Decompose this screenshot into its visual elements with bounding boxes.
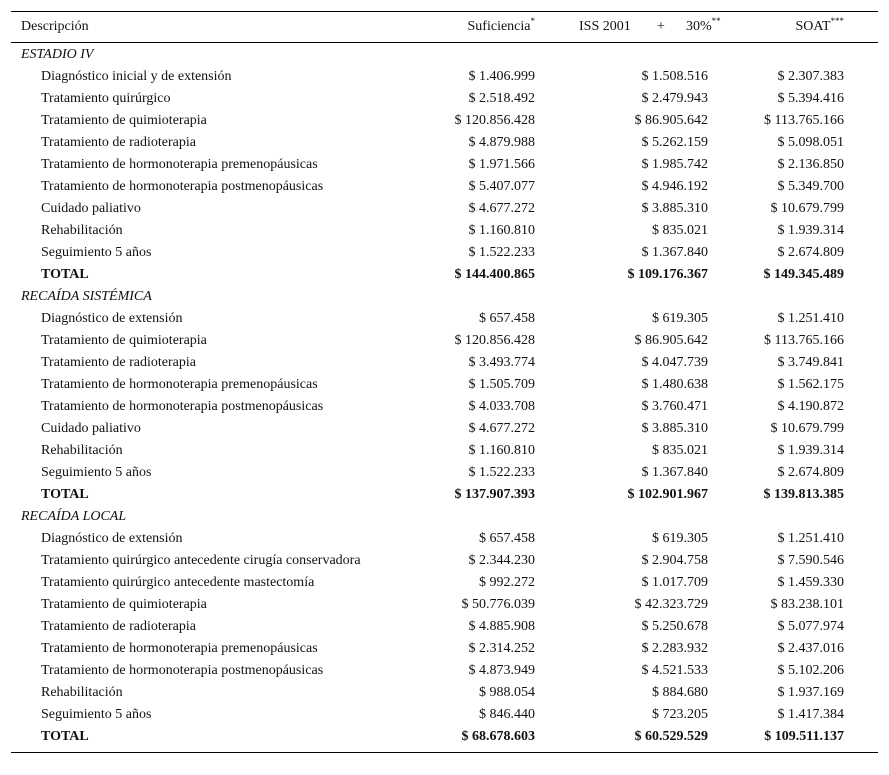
cell-soat: $ 7.590.546 [777,553,844,568]
cell-descripcion: Tratamiento de hormonoterapia postmenopáusicas [41,179,324,194]
cell-descripcion: Cuidado paliativo [41,201,141,216]
cell-soat: $ 10.679.799 [770,201,844,216]
cell-suficiencia: $ 4.677.272 [468,201,535,216]
table-row [11,462,878,484]
table-row [11,330,878,352]
table-row [11,374,878,396]
cell-iss: $ 4.946.192 [641,179,708,194]
cell-descripcion: Cuidado paliativo [41,421,141,436]
section-heading [11,286,878,308]
cell-soat: $ 113.765.166 [764,333,844,348]
cell-iss: $ 4.047.739 [641,355,708,370]
header-pct-label: 30% [686,19,712,34]
table-row [11,704,878,726]
cell-soat: $ 1.417.384 [777,707,844,722]
cell-descripcion: Tratamiento de radioterapia [41,135,196,150]
table-row [11,638,878,660]
cell-descripcion: Tratamiento de radioterapia [41,619,196,634]
table-row [11,308,878,330]
cell-suficiencia: $ 657.458 [479,531,535,546]
table-row [11,242,878,264]
table-row [11,440,878,462]
cell-suficiencia: $ 4.677.272 [468,421,535,436]
cell-soat: $ 5.349.700 [777,179,844,194]
cell-iss: $ 2.283.932 [641,641,708,656]
table-row [11,418,878,440]
table-row [11,110,878,132]
cell-soat: $ 149.345.489 [763,267,844,282]
header-soat-mark: *** [830,16,844,26]
cell-descripcion: TOTAL [41,729,89,744]
cell-soat: $ 1.939.314 [777,223,844,238]
header-suficiencia-label: Suficiencia [467,19,531,34]
total-row [11,484,878,506]
cell-suficiencia: $ 1.522.233 [468,465,535,480]
cell-descripcion: Tratamiento quirúrgico antecedente mastectomía [41,575,315,590]
table-row [11,198,878,220]
cell-iss: $ 2.479.943 [641,91,708,106]
cell-soat: $ 139.813.385 [763,487,844,502]
cell-iss: $ 884.680 [652,685,708,700]
cell-soat: $ 1.251.410 [777,311,844,326]
cell-descripcion: Tratamiento de quimioterapia [41,333,207,348]
table-row [11,132,878,154]
cell-soat: $ 1.937.169 [777,685,844,700]
table-row [11,352,878,374]
cell-soat: $ 4.190.872 [777,399,844,414]
cell-iss: $ 835.021 [652,223,708,238]
cell-soat: $ 1.459.330 [777,575,844,590]
cell-soat: $ 5.098.051 [777,135,844,150]
cell-iss: $ 2.904.758 [641,553,708,568]
cell-iss: $ 619.305 [652,531,708,546]
header-soat-label: SOAT [795,19,831,34]
cell-descripcion: Tratamiento de radioterapia [41,355,196,370]
cell-suficiencia: $ 992.272 [479,575,535,590]
cell-iss: $ 1.508.516 [641,69,708,84]
cell-descripcion: Tratamiento de hormonoterapia postmenopáusicas [41,663,324,678]
bottom-rule [11,752,878,753]
section-heading [11,44,878,66]
cell-suficiencia: $ 657.458 [479,311,535,326]
cell-suficiencia: $ 2.344.230 [468,553,535,568]
cell-suficiencia: $ 846.440 [479,707,535,722]
cell-suficiencia: $ 2.518.492 [468,91,535,106]
cell-soat: $ 2.437.016 [777,641,844,656]
cell-suficiencia: $ 4.885.908 [468,619,535,634]
cell-soat: $ 5.102.206 [777,663,844,678]
cell-soat: $ 10.679.799 [770,421,844,436]
cell-iss: $ 3.760.471 [641,399,708,414]
cell-iss: $ 835.021 [652,443,708,458]
table-row [11,176,878,198]
section-heading [11,506,878,528]
total-row [11,726,878,748]
cell-descripcion: Tratamiento de hormonoterapia premenopáusicas [41,641,318,656]
table-row [11,660,878,682]
section-title: RECAÍDA SISTÉMICA [21,289,152,304]
cell-soat: $ 1.251.410 [777,531,844,546]
section-title: RECAÍDA LOCAL [21,509,127,524]
cell-descripcion: Seguimiento 5 años [41,245,152,260]
cell-iss: $ 1.367.840 [641,465,708,480]
cell-iss: $ 1.017.709 [641,575,708,590]
cell-iss: $ 86.905.642 [634,113,708,128]
cell-descripcion: Diagnóstico de extensión [41,531,183,546]
cell-descripcion: Tratamiento de hormonoterapia premenopáusicas [41,377,318,392]
cell-soat: $ 2.674.809 [777,465,844,480]
cell-suficiencia: $ 4.033.708 [468,399,535,414]
cell-suficiencia: $ 120.856.428 [454,333,535,348]
table-header [11,12,878,42]
cell-iss: $ 1.367.840 [641,245,708,260]
table-row [11,88,878,110]
cell-suficiencia: $ 137.907.393 [454,487,535,502]
cell-suficiencia: $ 144.400.865 [454,267,535,282]
cell-suficiencia: $ 1.406.999 [468,69,535,84]
cell-suficiencia: $ 4.879.988 [468,135,535,150]
header-pct-mark: ** [711,16,721,26]
cell-suficiencia: $ 988.054 [479,685,535,700]
cell-soat: $ 1.939.314 [777,443,844,458]
table-row [11,616,878,638]
cell-iss: $ 109.176.367 [627,267,708,282]
header-suficiencia-mark: * [530,16,535,26]
cell-iss: $ 60.529.529 [634,729,708,744]
cell-suficiencia: $ 68.678.603 [461,729,535,744]
cell-suficiencia: $ 1.160.810 [468,443,535,458]
cell-iss: $ 5.250.678 [641,619,708,634]
cell-descripcion: TOTAL [41,267,89,282]
cell-descripcion: Seguimiento 5 años [41,465,152,480]
cell-iss: $ 42.323.729 [634,597,708,612]
cell-soat: $ 5.077.974 [777,619,844,634]
cell-descripcion: Tratamiento de hormonoterapia premenopáusicas [41,157,318,172]
cell-soat: $ 2.674.809 [777,245,844,260]
table-row [11,572,878,594]
table-body [11,43,878,748]
table-row [11,154,878,176]
cell-iss: $ 3.885.310 [641,421,708,436]
cell-suficiencia: $ 1.160.810 [468,223,535,238]
cell-soat: $ 1.562.175 [777,377,844,392]
cell-iss: $ 102.901.967 [627,487,708,502]
table-row [11,396,878,418]
cell-soat: $ 113.765.166 [764,113,844,128]
cell-suficiencia: $ 50.776.039 [461,597,535,612]
table-row [11,220,878,242]
cost-table [11,11,878,753]
cell-descripcion: Diagnóstico inicial y de extensión [41,69,232,84]
table-row [11,66,878,88]
cell-soat: $ 5.394.416 [777,91,844,106]
header-iss: ISS 2001 [579,19,631,34]
cell-suficiencia: $ 4.873.949 [468,663,535,678]
cell-suficiencia: $ 1.522.233 [468,245,535,260]
cell-suficiencia: $ 1.505.709 [468,377,535,392]
table-row [11,682,878,704]
section-title: ESTADIO IV [21,47,94,62]
cell-iss: $ 619.305 [652,311,708,326]
cell-iss: $ 1.985.742 [641,157,708,172]
table-row [11,550,878,572]
header-pct [686,12,721,42]
cell-suficiencia: $ 5.407.077 [468,179,535,194]
cell-soat: $ 83.238.101 [770,597,844,612]
cell-iss: $ 3.885.310 [641,201,708,216]
cell-descripcion: TOTAL [41,487,89,502]
cell-descripcion: Tratamiento quirúrgico [41,91,171,106]
cell-suficiencia: $ 120.856.428 [454,113,535,128]
total-row [11,264,878,286]
cell-iss: $ 723.205 [652,707,708,722]
header-plus: + [657,19,665,34]
cell-iss: $ 4.521.533 [641,663,708,678]
cell-descripcion: Tratamiento de hormonoterapia postmenopáusicas [41,399,324,414]
cell-descripcion: Rehabilitación [41,685,123,700]
cell-descripcion: Tratamiento de quimioterapia [41,113,207,128]
cell-descripcion: Rehabilitación [41,223,123,238]
cell-iss: $ 86.905.642 [634,333,708,348]
table-row [11,528,878,550]
header-soat [795,12,844,42]
cell-soat: $ 3.749.841 [777,355,844,370]
cell-descripcion: Seguimiento 5 años [41,707,152,722]
header-suficiencia [468,12,535,42]
cell-descripcion: Tratamiento de quimioterapia [41,597,207,612]
cell-iss: $ 1.480.638 [641,377,708,392]
cell-descripcion: Diagnóstico de extensión [41,311,183,326]
cell-descripcion: Tratamiento quirúrgico antecedente cirugía conservadora [41,553,361,568]
cell-descripcion: Rehabilitación [41,443,123,458]
cell-iss: $ 5.262.159 [641,135,708,150]
table-row [11,594,878,616]
cell-soat: $ 109.511.137 [764,729,844,744]
cell-suficiencia: $ 1.971.566 [468,157,535,172]
cell-suficiencia: $ 3.493.774 [468,355,535,370]
cell-suficiencia: $ 2.314.252 [468,641,535,656]
cell-soat: $ 2.136.850 [777,157,844,172]
header-descripcion: Descripción [21,19,89,34]
cell-soat: $ 2.307.383 [777,69,844,84]
